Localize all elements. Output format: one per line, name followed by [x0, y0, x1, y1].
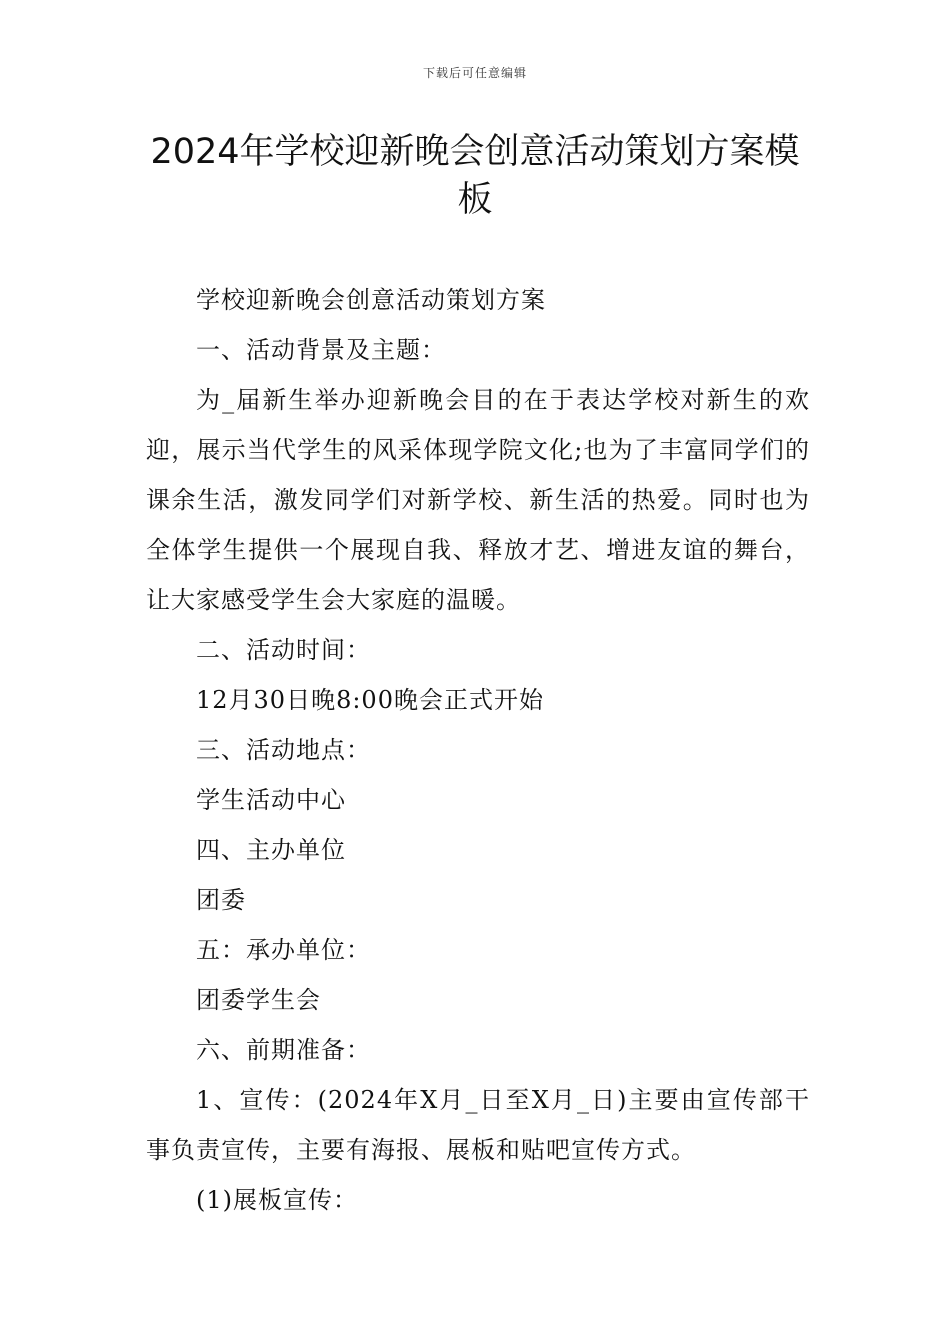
document-title: 2024年学校迎新晚会创意活动策划方案模板: [150, 132, 800, 220]
paragraph-board-publicity: (1)展板宣传：: [196, 1186, 358, 1214]
section-heading-background: 一、活动背景及主题：: [196, 336, 446, 364]
paragraph-host: 团委学生会: [196, 986, 321, 1014]
document-body: [146, 275, 810, 1225]
paragraph-publicity: 1、宣传：(2024年X月_日至X月_日)主要由宣传部干事负责宣传，主要有海报、展板和贴吧宣传方式。: [146, 1086, 810, 1164]
section-heading-time: 二、活动时间：: [196, 636, 371, 664]
paragraph-organizer: 团委: [196, 886, 246, 914]
section-heading-host: 五：承办单位：: [196, 936, 371, 964]
paragraph-subtitle: 学校迎新晚会创意活动策划方案: [196, 286, 546, 314]
section-heading-location: 三、活动地点：: [196, 736, 371, 764]
section-heading-preparation: 六、前期准备：: [196, 1036, 371, 1064]
paragraph-time: 12月30日晚8:00晚会正式开始: [196, 686, 544, 714]
paragraph-background: 为_届新生举办迎新晚会目的在于表达学校对新生的欢迎，展示当代学生的风采体现学院文化;也为了丰富同学们的课余生活，激发同学们对新学校、新生活的热爱。同时也为全体学生提供一个展现自我、释放才艺、增进友谊的舞台，让大家感受学生会大家庭的温暖。: [146, 386, 810, 614]
paragraph-location: 学生活动中心: [196, 786, 346, 814]
download-note: 下载后可任意编辑: [422, 66, 527, 80]
section-heading-organizer: 四、主办单位: [196, 836, 346, 864]
